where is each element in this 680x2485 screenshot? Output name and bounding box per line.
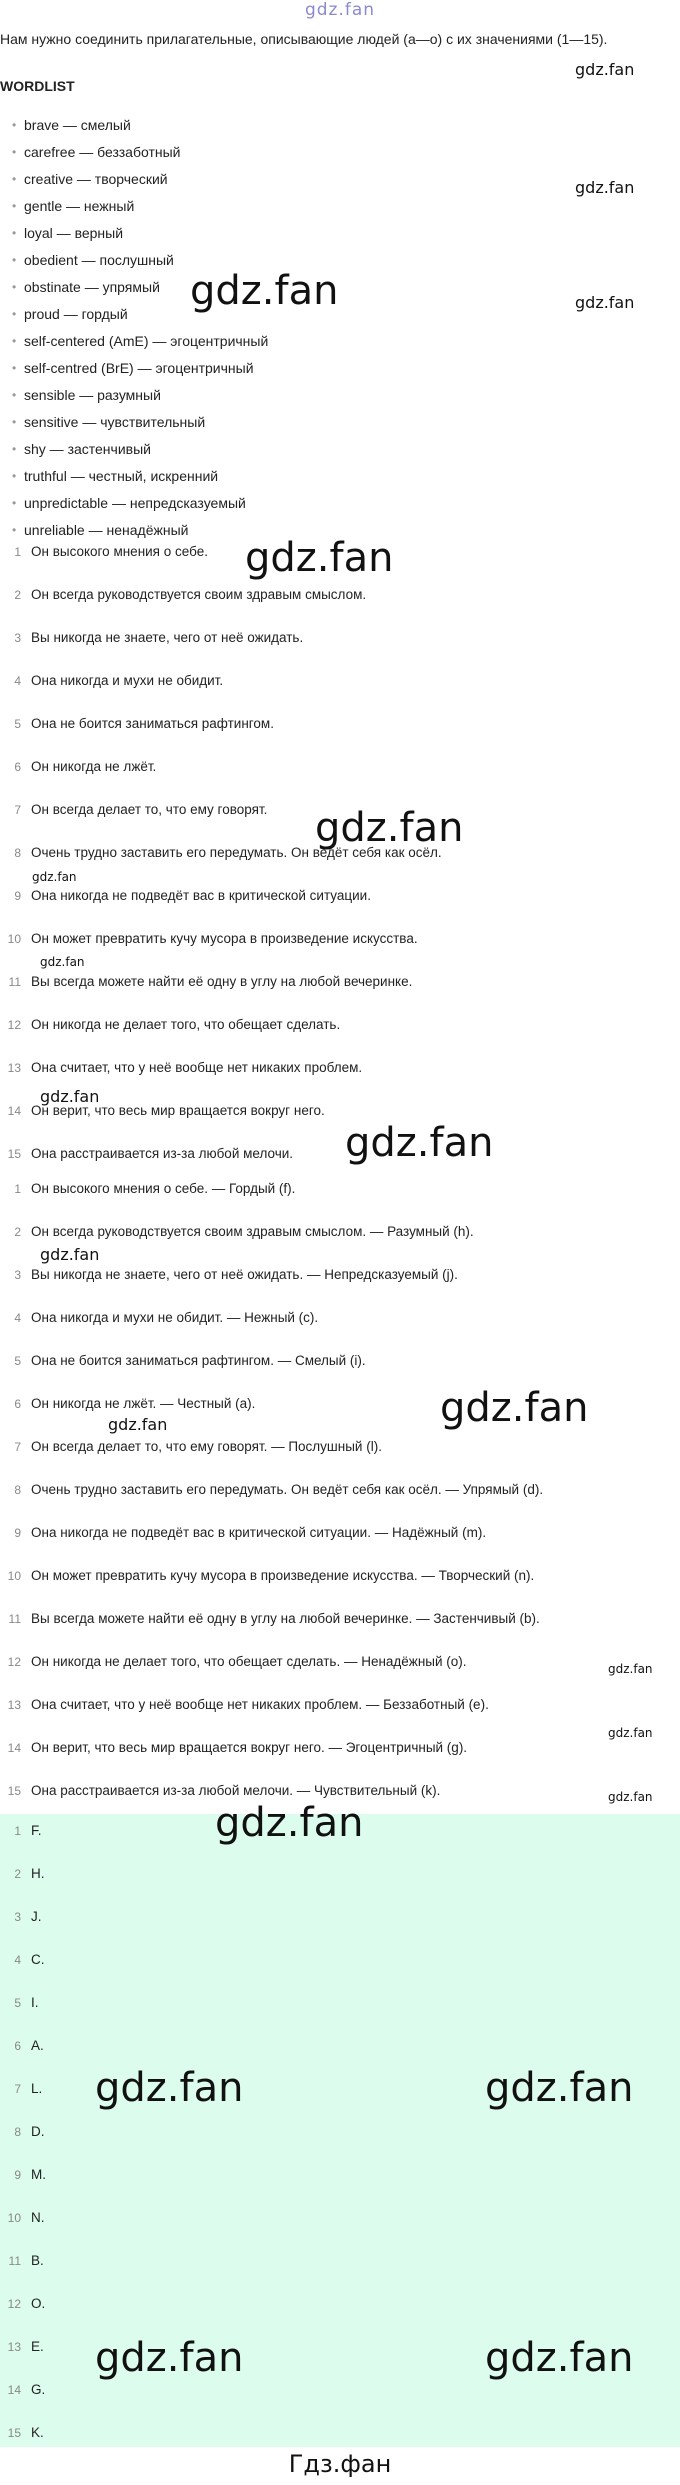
item-number: 1	[14, 545, 21, 559]
watermark: gdz.fan	[32, 870, 77, 884]
item-number: 7	[14, 803, 21, 817]
questions-list	[0, 541, 680, 1186]
watermark: gdz.fan	[485, 2065, 634, 2111]
question-text: Она считает, что у неё вообще нет никаких проблем.	[31, 1060, 363, 1075]
item-number: 14	[7, 1104, 21, 1118]
item-number: 13	[7, 1698, 21, 1712]
watermark: gdz.fan	[40, 1245, 100, 1264]
item-number: 2	[14, 1225, 21, 1239]
answer-text: Она расстраивается из-за любой мелочи. — Чувствительный (k).	[31, 1783, 441, 1798]
wordlist-item: • brave — смелый	[0, 112, 268, 139]
item-number: 4	[14, 1953, 21, 1967]
wordlist-item: • unpredictable — непредсказуемый	[0, 490, 268, 517]
key-letter: J.	[31, 1909, 42, 1924]
bullet-icon: •	[12, 145, 17, 159]
item-number: 7	[14, 2082, 21, 2096]
question-text: Он высокого мнения о себе.	[31, 544, 208, 559]
watermark: gdz.fan	[345, 1120, 494, 1166]
bullet-icon: •	[12, 523, 17, 537]
item-number: 5	[14, 1996, 21, 2010]
item-number: 14	[7, 1741, 21, 1755]
watermark: gdz.fan	[190, 268, 339, 314]
question-item	[0, 627, 680, 670]
wordlist	[0, 112, 268, 544]
key-item	[0, 2250, 680, 2293]
wordlist-title: WORDLIST	[0, 78, 75, 94]
item-number: 4	[14, 1311, 21, 1325]
item-number: 4	[14, 674, 21, 688]
item-number: 8	[14, 846, 21, 860]
question-item	[0, 1057, 680, 1100]
item-number: 6	[14, 2039, 21, 2053]
key-letter: G.	[31, 2382, 46, 2397]
item-number: 15	[7, 2426, 21, 2440]
wordlist-item: • loyal — верный	[0, 220, 268, 247]
answer-text: Он всегда делает то, что ему говорят. — Послушный (l).	[31, 1439, 382, 1454]
footer-logo[interactable]: Гдз.фан	[288, 2450, 392, 2478]
question-item	[0, 713, 680, 756]
key-item	[0, 2207, 680, 2250]
key-letter: B.	[31, 2253, 44, 2268]
question-text: Она никогда не подведёт вас в критической ситуации.	[31, 888, 371, 903]
item-number: 5	[14, 717, 21, 731]
item-number: 10	[7, 2211, 21, 2225]
item-number: 14	[7, 2383, 21, 2397]
item-number: 11	[8, 975, 21, 989]
key-letter: N.	[31, 2210, 45, 2225]
watermark: gdz.fan	[215, 1800, 364, 1846]
watermark: gdz.fan	[575, 293, 635, 312]
site-logo[interactable]: gdz.fan	[304, 0, 376, 20]
answer-item	[0, 1565, 680, 1608]
item-number: 10	[7, 1569, 21, 1583]
watermark: gdz.fan	[485, 2335, 634, 2381]
item-number: 3	[14, 1268, 21, 1282]
question-text: Он никогда не лжёт.	[31, 759, 157, 774]
item-number: 12	[7, 1655, 21, 1669]
item-number: 12	[7, 2297, 21, 2311]
bullet-icon: •	[12, 469, 17, 483]
answer-item	[0, 1651, 680, 1694]
key-letter: F.	[31, 1823, 42, 1838]
wordlist-item: • creative — творческий	[0, 166, 268, 193]
bullet-icon: •	[12, 415, 17, 429]
key-letter: C.	[31, 1952, 45, 1967]
item-number: 9	[14, 889, 21, 903]
answer-item	[0, 1694, 680, 1737]
item-number: 10	[7, 932, 21, 946]
watermark: gdz.fan	[245, 535, 394, 581]
key-letter: O.	[31, 2296, 46, 2311]
question-item	[0, 971, 680, 1014]
wordlist-item: • proud — гордый	[0, 301, 268, 328]
question-text: Он верит, что весь мир вращается вокруг него.	[31, 1103, 325, 1118]
bullet-icon: •	[12, 172, 17, 186]
answer-text: Очень трудно заставить его передумать. Он ведёт себя как осёл. — Упрямый (d).	[31, 1482, 544, 1497]
item-number: 13	[7, 1061, 21, 1075]
item-number: 7	[14, 1440, 21, 1454]
watermark: gdz.fan	[40, 1087, 100, 1106]
question-item	[0, 756, 680, 799]
bullet-icon: •	[12, 226, 17, 240]
answer-text: Вы никогда не знаете, чего от неё ожидать. — Непредсказуемый (j).	[31, 1267, 458, 1282]
bullet-icon: •	[12, 334, 17, 348]
question-text: Он всегда руководствуется своим здравым смыслом.	[31, 587, 367, 602]
answer-item	[0, 1737, 680, 1780]
question-item	[0, 1100, 680, 1143]
question-item	[0, 928, 680, 971]
item-number: 9	[14, 1526, 21, 1540]
wordlist-item: • self-centred (BrE) — эгоцентричный	[0, 355, 268, 382]
answer-text: Он никогда не лжёт. — Честный (a).	[31, 1396, 256, 1411]
question-item	[0, 584, 680, 627]
question-item	[0, 670, 680, 713]
wordlist-item: • shy — застенчивый	[0, 436, 268, 463]
watermark: gdz.fan	[608, 1790, 653, 1804]
item-number: 15	[7, 1147, 21, 1161]
key-letter: A.	[31, 2038, 44, 2053]
item-number: 1	[14, 1182, 21, 1196]
key-item	[0, 1949, 680, 1992]
watermark: gdz.fan	[108, 1415, 168, 1434]
key-letter: M.	[31, 2167, 46, 2182]
key-item	[0, 2293, 680, 2336]
item-number: 11	[8, 1612, 21, 1626]
question-text: Она не боится заниматься рафтингом.	[31, 716, 274, 731]
item-number: 1	[14, 1824, 21, 1838]
watermark: gdz.fan	[315, 805, 464, 851]
bullet-icon: •	[12, 388, 17, 402]
answer-item	[0, 1264, 680, 1307]
answer-text: Он высокого мнения о себе. — Гордый (f).	[31, 1181, 296, 1196]
answer-item	[0, 1608, 680, 1651]
item-number: 3	[14, 1910, 21, 1924]
question-text: Он никогда не делает того, что обещает сделать.	[31, 1017, 341, 1032]
answers-list	[0, 1178, 680, 1823]
key-letter: H.	[31, 1866, 45, 1881]
answer-item	[0, 1479, 680, 1522]
item-number: 8	[14, 1483, 21, 1497]
item-number: 5	[14, 1354, 21, 1368]
watermark: gdz.fan	[575, 60, 635, 79]
question-text: Он может превратить кучу мусора в произведение искусства.	[31, 931, 418, 946]
answer-text: Она никогда не подведёт вас в критической ситуации. — Надёжный (m).	[31, 1525, 487, 1540]
wordlist-item: • obedient — послушный	[0, 247, 268, 274]
item-number: 6	[14, 760, 21, 774]
item-number: 2	[14, 588, 21, 602]
key-letter: L.	[31, 2081, 43, 2096]
key-item	[0, 1992, 680, 2035]
answer-item	[0, 1436, 680, 1479]
wordlist-item: • self-centered (AmE) — эгоцентричный	[0, 328, 268, 355]
task-description: Нам нужно соединить прилагательные, описывающие людей (a—o) с их значениями (1—15).	[0, 31, 608, 47]
bullet-icon: •	[12, 199, 17, 213]
answer-text: Вы всегда можете найти её одну в углу на любой вечеринке. — Застенчивый (b).	[31, 1611, 540, 1626]
item-number: 11	[8, 2254, 21, 2268]
answer-item	[0, 1522, 680, 1565]
wordlist-item: • sensitive — чувствительный	[0, 409, 268, 436]
question-text: Вы всегда можете найти её одну в углу на любой вечеринке.	[31, 974, 413, 989]
answer-text: Она считает, что у неё вообще нет никаких проблем. — Беззаботный (e).	[31, 1697, 489, 1712]
question-text: Вы никогда не знаете, чего от неё ожидать.	[31, 630, 304, 645]
key-letter: E.	[31, 2339, 44, 2354]
bullet-icon: •	[12, 442, 17, 456]
key-item	[0, 1906, 680, 1949]
key-item	[0, 1863, 680, 1906]
answer-item	[0, 1221, 680, 1264]
key-letter: I.	[31, 1995, 39, 2010]
wordlist-item: • obstinate — упрямый	[0, 274, 268, 301]
item-number: 9	[14, 2168, 21, 2182]
question-text: Очень трудно заставить его передумать. Он ведёт себя как осёл.	[31, 845, 442, 860]
key-item	[0, 2121, 680, 2164]
question-text: Он всегда делает то, что ему говорят.	[31, 802, 268, 817]
question-text: Она расстраивается из-за любой мелочи.	[31, 1146, 294, 1161]
item-number: 15	[7, 1784, 21, 1798]
item-number: 8	[14, 2125, 21, 2139]
answer-text: Он всегда руководствуется своим здравым смыслом. — Разумный (h).	[31, 1224, 474, 1239]
key-item	[0, 2379, 680, 2422]
watermark: gdz.fan	[608, 1662, 653, 1676]
item-number: 2	[14, 1867, 21, 1881]
bullet-icon: •	[12, 280, 17, 294]
answer-text: Он никогда не делает того, что обещает сделать. — Ненадёжный (o).	[31, 1654, 467, 1669]
watermark: gdz.fan	[95, 2335, 244, 2381]
item-number: 3	[14, 631, 21, 645]
item-number: 13	[7, 2340, 21, 2354]
item-number: 6	[14, 1397, 21, 1411]
answer-text: Он верит, что весь мир вращается вокруг него. — Эгоцентричный (g).	[31, 1740, 468, 1755]
bullet-icon: •	[12, 307, 17, 321]
wordlist-item: • sensible — разумный	[0, 382, 268, 409]
bullet-icon: •	[12, 253, 17, 267]
key-letter: K.	[31, 2425, 44, 2440]
answer-text: Он может превратить кучу мусора в произведение искусства. — Творческий (n).	[31, 1568, 535, 1583]
watermark: gdz.fan	[608, 1726, 653, 1740]
watermark: gdz.fan	[440, 1385, 589, 1431]
question-text: Она никогда и мухи не обидит.	[31, 673, 224, 688]
bullet-icon: •	[12, 118, 17, 132]
answer-text: Она не боится заниматься рафтингом. — Смелый (i).	[31, 1353, 366, 1368]
watermark: gdz.fan	[95, 2065, 244, 2111]
wordlist-item: • truthful — честный, искренний	[0, 463, 268, 490]
answer-text: Она никогда и мухи не обидит. — Нежный (c).	[31, 1310, 319, 1325]
key-letter: D.	[31, 2124, 45, 2139]
item-number: 12	[7, 1018, 21, 1032]
bullet-icon: •	[12, 361, 17, 375]
watermark: gdz.fan	[575, 178, 635, 197]
question-item	[0, 885, 680, 928]
question-item	[0, 1014, 680, 1057]
wordlist-item: • carefree — беззаботный	[0, 139, 268, 166]
wordlist-item: • unreliable — ненадёжный	[0, 517, 268, 544]
key-item	[0, 2164, 680, 2207]
answer-item	[0, 1307, 680, 1350]
wordlist-item: • gentle — нежный	[0, 193, 268, 220]
bullet-icon: •	[12, 496, 17, 510]
watermark: gdz.fan	[40, 955, 85, 969]
answer-item	[0, 1178, 680, 1221]
